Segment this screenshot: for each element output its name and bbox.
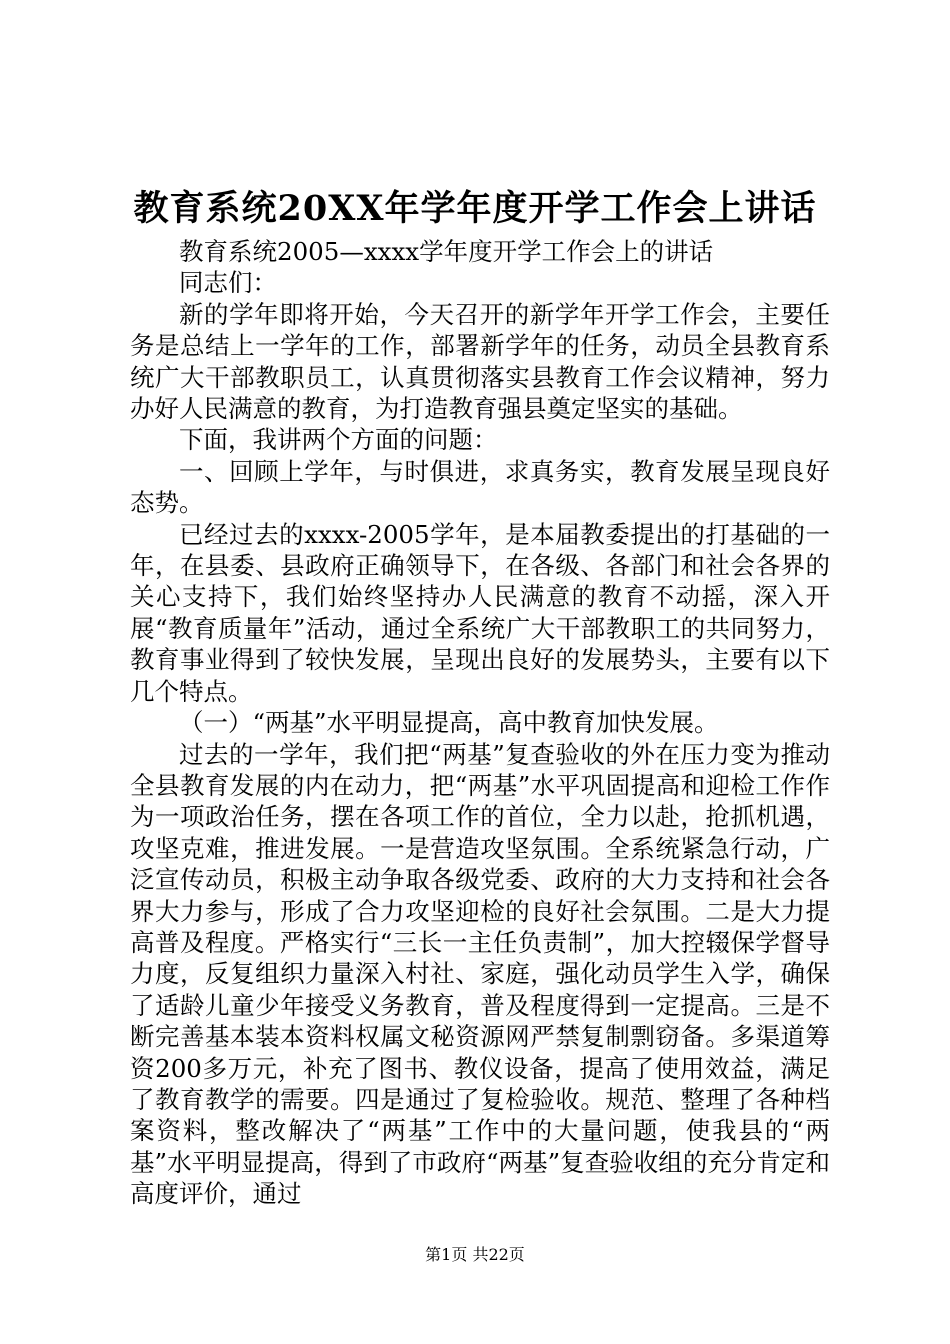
- document-title: 教育系统20XX年学年度开学工作会上讲话: [133, 188, 817, 229]
- page-number-footer: 第1页 共22页: [425, 1245, 525, 1264]
- subsection-heading-1: （一）“两基”水平明显提高，高中教育加快发展。: [179, 708, 719, 738]
- outline-paragraph: 下面，我讲两个方面的问题：: [179, 425, 498, 455]
- section-heading-1: 一、回顾上学年，与时俱进，求真务实，教育发展呈现良好态势。: [130, 456, 830, 518]
- intro-paragraph: 新的学年即将开始，今天召开的新学年开学工作会，主要任务是总结上一学年的工作，部署新学年的任务，动员全县教育系统广大干部教职员工，认真贯彻落实县教育工作会议精神，努力办好人民满意的教育，为打造教育强县奠定坚实的基础。: [130, 299, 830, 424]
- review-paragraph: 已经过去的xxxx-2005学年，是本届教委提出的打基础的一年，在县委、县政府正确领导下，在各级、各部门和社会各界的关心支持下，我们始终坚持办人民满意的教育不动摇，深入开展“教育质量年”活动，通过全系统广大干部教职工的共同努力，教育事业得到了较快发展，呈现出良好的发展势头，主要有以下几个特点。: [130, 519, 830, 706]
- liangji-paragraph: 过去的一学年，我们把“两基”复查验收的外在压力变为推动全县教育发展的内在动力，把“两基”水平巩固提高和迎检工作作为一项政治任务，摆在各项工作的首位，全力以赴，抢抓机遇，攻坚克难，推进发展。一是营造攻坚氛围。全系统紧急行动，广泛宣传动员，积极主动争取各级党委、政府的大力支持和社会各界大力参与，形成了合力攻坚迎检的良好社会氛围。二是大力提高普及程度。严格实行“三长一主任负责制”，加大控辍保学督导力度，反复组织力量深入村社、家庭，强化动员学生入学，确保了适龄儿童少年接受义务教育，普及程度得到一定提高。三是不断完善基本装本资料权属文秘资源网严禁复制剽窃备。多渠道筹资200多万元，补充了图书、教仪设备，提高了使用效益，满足了教育教学的需要。四是通过了复检验收。规范、整理了各种档案资料，整改解决了“两基”工作中的大量问题，使我县的“两基”水平明显提高，得到了市政府“两基”复查验收组的充分肯定和高度评价，通过: [130, 739, 830, 1209]
- salutation-paragraph: 同志们：: [179, 268, 277, 298]
- document-body: [130, 236, 830, 1210]
- subtitle-paragraph: 教育系统2005—xxxx学年度开学工作会上的讲话: [179, 237, 714, 266]
